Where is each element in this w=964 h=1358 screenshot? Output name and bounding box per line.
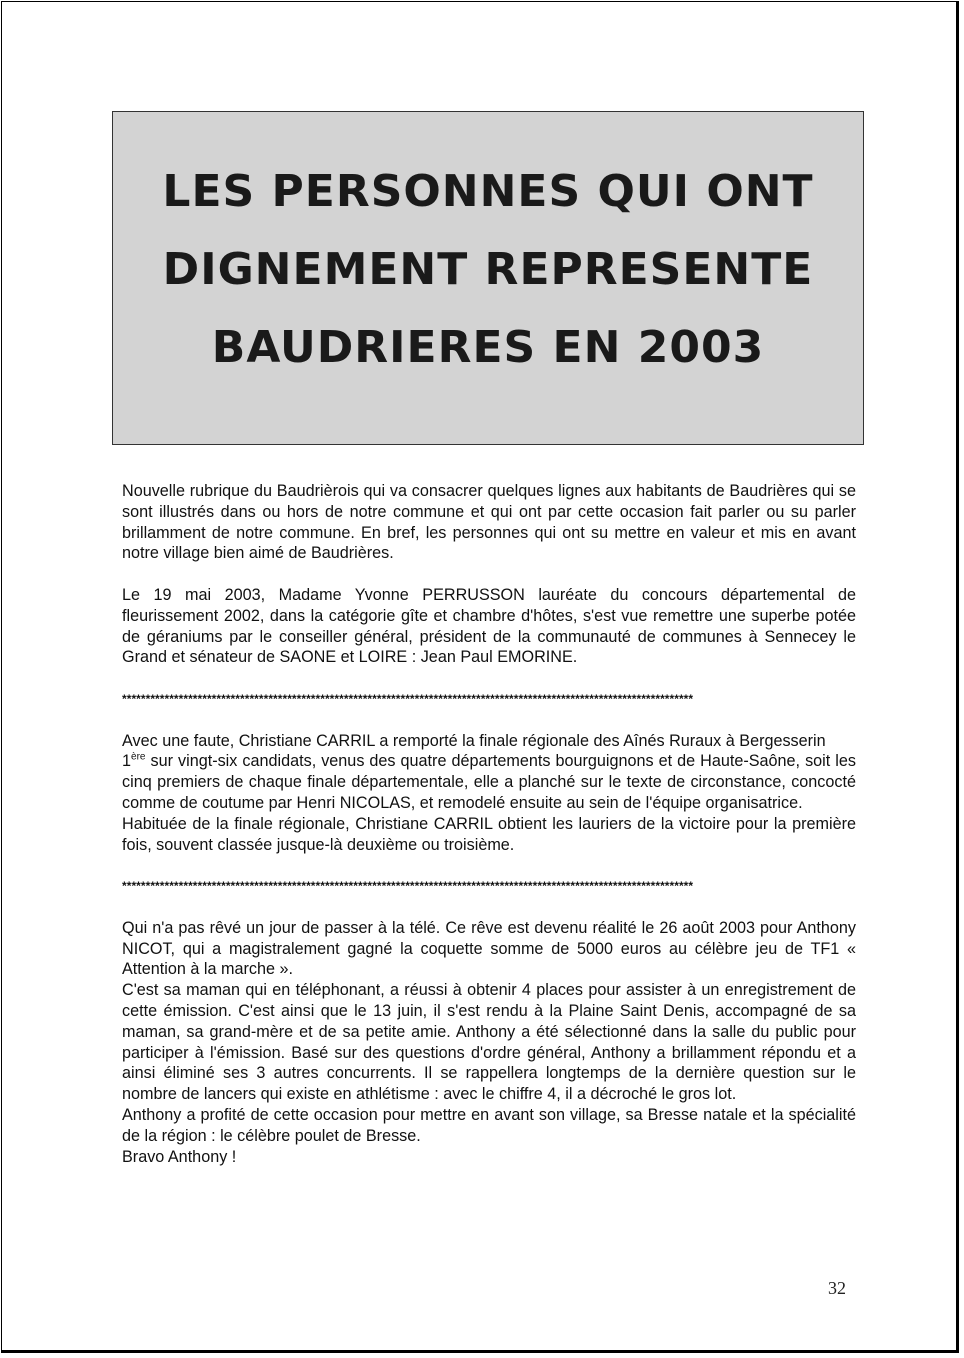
separator-line-1: *************************************************************************************************************************	[122, 691, 694, 706]
title-line-2: DIGNEMENT REPRESENTE	[162, 244, 814, 295]
title-line-3: BAUDRIERES EN 2003	[211, 322, 765, 373]
carril-paragraph-2-text: sur vingt-six candidats, venus des quatre départements bourguignons et de Haute-Saône, soit les cinq premiers de chaque finale départementale, elle a planché sur le texte de circonstance, concocté comme de coutume par Henri NICOLAS, et remodelé ensuite au sein de l'équipe organisatrice.	[122, 752, 856, 812]
title-box	[112, 111, 864, 445]
intro-paragraph: Nouvelle rubrique du Baudrièrois qui va consacrer quelques lignes aux habitants de Baudrières qui se sont illustrés dans ou hors de notre commune et qui ont par cette occasion fait parler ou su parler brillamment de notre commune. En bref, les personnes qui ont su mettre en valeur et mis en avant notre village bien aimé de Baudrières.	[122, 482, 856, 563]
carril-rank: 1	[122, 752, 132, 771]
nicot-paragraph-4: Bravo Anthony !	[122, 1147, 237, 1166]
title-line-1: LES PERSONNES QUI ONT	[162, 166, 814, 217]
nicot-paragraph-3: Anthony a profité de cette occasion pour mettre en avant son village, sa Bresse natale et la spécialité de la région : le célèbre poulet de Bresse.	[122, 1105, 856, 1145]
article-body	[122, 481, 856, 1167]
carril-paragraph-1: Avec une faute, Christiane CARRIL a remporté la finale régionale des Aînés Ruraux à Bergesserin	[122, 731, 826, 750]
carril-paragraph-2	[122, 751, 856, 813]
nicot-paragraph-2: C'est sa maman qui en téléphonant, a réussi à obtenir 4 places pour assister à un enregistrement de cette émission. C'est ainsi que le 13 juin, il s'est rendu à la Plaine Saint Denis, accompagné de sa maman, sa grand-mère et de sa petite amie. Anthony a été sélectionné dans la salle du public pour participer à l'émission. Basé sur des questions d'ordre général, Anthony a brillamment répondu et a ainsi éliminé ses 3 autres concurrents. Il se rappellera longtemps de la dernière question sur le nombre de lancers qui existe en athlétisme : avec le chiffre 4, il a décroché le gros lot.	[122, 981, 856, 1104]
page-number: 32	[828, 1278, 846, 1298]
separator-line-2: *************************************************************************************************************************	[122, 879, 694, 894]
perrusson-paragraph: Le 19 mai 2003, Madame Yvonne PERRUSSON lauréate du concours départemental de fleurissement 2002, dans la catégorie gîte et chambre d'hôtes, s'est vue remettre une superbe potée de géraniums par le conseiller général, président de la communauté de communes à Sennecey le Grand et sénateur de SAONE et LOIRE : Jean Paul EMORINE.	[122, 585, 856, 667]
nicot-paragraph-1: Qui n'a pas rêvé un jour de passer à la télé. Ce rêve est devenu réalité le 26 août 2003 pour Anthony NICOT, qui a magistralement gagné la coquette somme de 5000 euros au célèbre jeu de TF1 « Attention à la marche ».	[122, 918, 856, 979]
carril-paragraph-3: Habituée de la finale régionale, Christiane CARRIL obtient les lauriers de la victoire pour la première fois, souvent classée jusque-là deuxième ou troisième.	[122, 814, 856, 854]
carril-rank-suffix: ère	[131, 751, 146, 763]
